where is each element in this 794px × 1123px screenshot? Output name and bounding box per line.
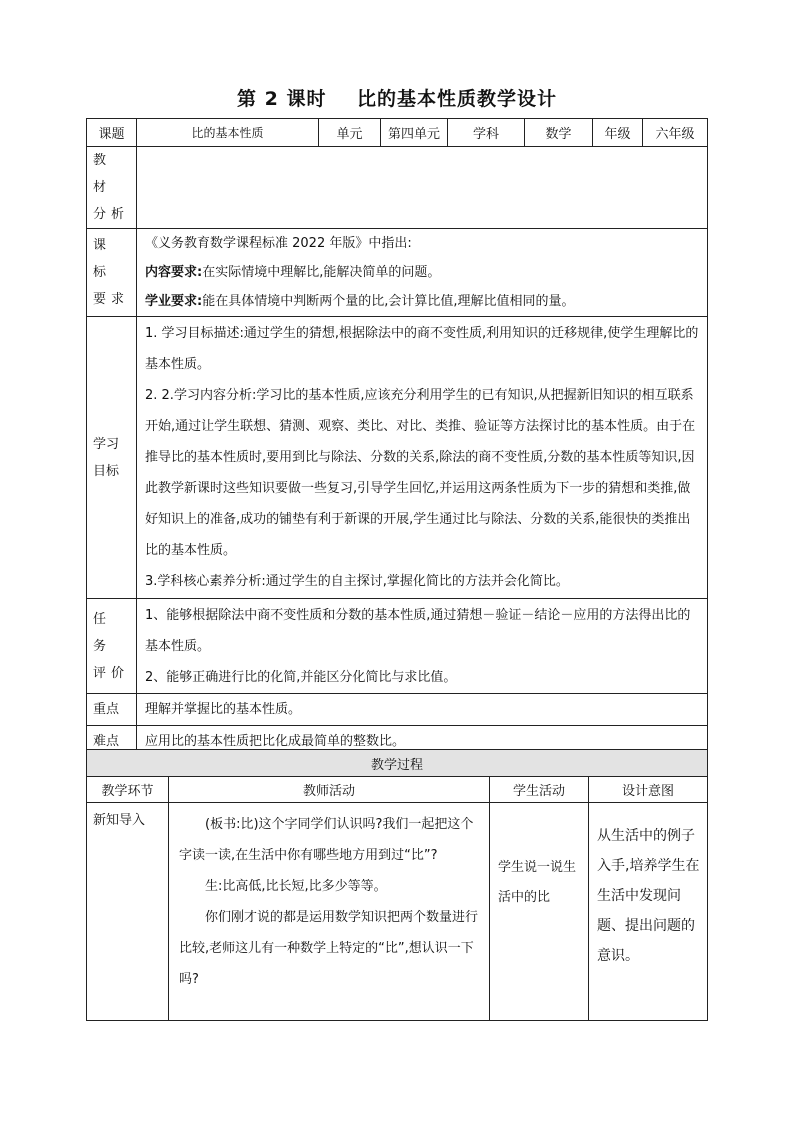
teacher-activity-cell: [169, 803, 490, 1021]
grade-value: 六年级: [643, 119, 708, 147]
key-point-row: [87, 694, 708, 726]
process-row-intro: [87, 803, 708, 1021]
teacher-paragraph-1: (板书:比)这个字同学们认识吗?我们一起把这个字读一读,在生活中你有哪些地方用到过“比”?: [179, 817, 474, 863]
material-analysis-content: [137, 147, 708, 229]
academic-requirement-label: 学业要求:: [145, 294, 203, 309]
material-analysis-label: [87, 147, 137, 229]
objectives-label-line1: 学习: [93, 436, 120, 452]
objectives-paragraph-2: 2. 2.学习内容分析:学习比的基本性质,应该充分利用学生的已有知识,从把握新旧知识的相互联系开始,通过让学生联想、猜测、观察、类比、对比、类推、验证等方法探讨比的基本性质。由于在推导比的基本性质时,要用到比与除法、分数的关系,除法的商不变性质,分数的基本性质等知识,因此教学新课时这些知识要做一些复习,引导学生回忆,并运用这两条性质为下一步的猜想和类推,做好知识上的准备,成功的铺垫有利于新课的开展,学生通过比与除法、分数的关系,能很快的类推出比的基本性质。: [145, 388, 696, 558]
unit-value: 第四单元: [381, 119, 448, 147]
stage-cell: 新知导入: [87, 803, 169, 1021]
difficulty-text: 应用比的基本性质把比化成最简单的整数比。: [137, 726, 708, 758]
column-design-intent: 设计意图: [589, 777, 708, 803]
design-intent-cell: 从生活中的例子入手,培养学生在生活中发现问题、提出问题的意识。: [589, 803, 708, 1021]
academic-requirement-text: 能在具体情境中判断两个量的比,会计算比值,理解比值相同的量。: [202, 294, 575, 309]
column-stage: 教学环节: [87, 777, 169, 803]
unit-label: 单元: [319, 119, 381, 147]
evaluation-label-line1: 任 务: [93, 611, 112, 654]
standards-label-line1: 课 标: [93, 238, 112, 280]
key-point-text: 理解并掌握比的基本性质。: [137, 694, 708, 726]
subject-label: 学科: [448, 119, 525, 147]
topic-label: 课题: [87, 119, 137, 147]
standards-intro: 《义务教育数学课程标准 2022 年版》中指出:: [145, 236, 412, 251]
academic-requirement: [145, 287, 702, 316]
objectives-label-line2: 目标: [93, 463, 120, 479]
objectives-content: [137, 317, 708, 599]
lesson-info-table: [86, 118, 708, 758]
standards-content: [137, 229, 708, 317]
content-requirement: [145, 258, 702, 287]
material-analysis-label-line2: 分析: [93, 207, 130, 222]
objectives-row: [87, 317, 708, 599]
process-header: 教学过程: [87, 750, 708, 777]
student-activity-cell: 学生说一说生活中的比: [490, 803, 589, 1021]
column-teacher-activity: 教师活动: [169, 777, 490, 803]
teacher-paragraph-3: 你们刚才说的都是运用数学知识把两个数量进行比较,老师这儿有一种数学上特定的“比”,想认识一下吗?: [179, 910, 479, 987]
evaluation-paragraph-2: 2、能够正确进行比的化简,并能区分化简比与求比值。: [145, 669, 457, 685]
process-columns-row: [87, 777, 708, 803]
objectives-paragraph-1: 1. 学习目标描述:通过学生的猜想,根据除法中的商不变性质,利用知识的迁移规律,使学生理解比的基本性质。: [145, 326, 699, 372]
material-analysis-row: [87, 147, 708, 229]
column-student-activity: 学生活动: [490, 777, 589, 803]
evaluation-paragraph-1: 1、能够根据除法中商不变性质和分数的基本性质,通过猜想－验证－结论－应用的方法得出比的基本性质。: [145, 607, 691, 654]
objectives-paragraph-3: 3.学科核心素养分析:通过学生的自主探讨,掌握化简比的方法并会化简比。: [145, 574, 569, 589]
difficulty-label: 难点: [87, 726, 137, 758]
topic-value: 比的基本性质: [137, 119, 319, 147]
standards-row: [87, 229, 708, 317]
key-point-label: 重点: [87, 694, 137, 726]
objectives-label: [87, 317, 137, 599]
teaching-process-table: [86, 749, 708, 1021]
page-title: 第 2 课时 比的基本性质教学设计: [237, 88, 557, 110]
evaluation-row: [87, 599, 708, 694]
evaluation-label: [87, 599, 137, 694]
subject-value: 数学: [525, 119, 593, 147]
content-requirement-label: 内容要求:: [145, 265, 203, 280]
material-analysis-label-line1: 教 材: [93, 153, 112, 195]
standards-label-line2: 要求: [93, 292, 130, 307]
content-requirement-text: 在实际情境中理解比,能解决简单的问题。: [202, 265, 441, 280]
grade-label: 年级: [593, 119, 643, 147]
standards-label: [87, 229, 137, 317]
teacher-paragraph-2: 生:比高低,比长短,比多少等等。: [205, 879, 387, 894]
info-row: [87, 119, 708, 147]
process-header-row: [87, 750, 708, 777]
evaluation-label-line2: 评价: [93, 665, 130, 681]
evaluation-content: [137, 599, 708, 694]
